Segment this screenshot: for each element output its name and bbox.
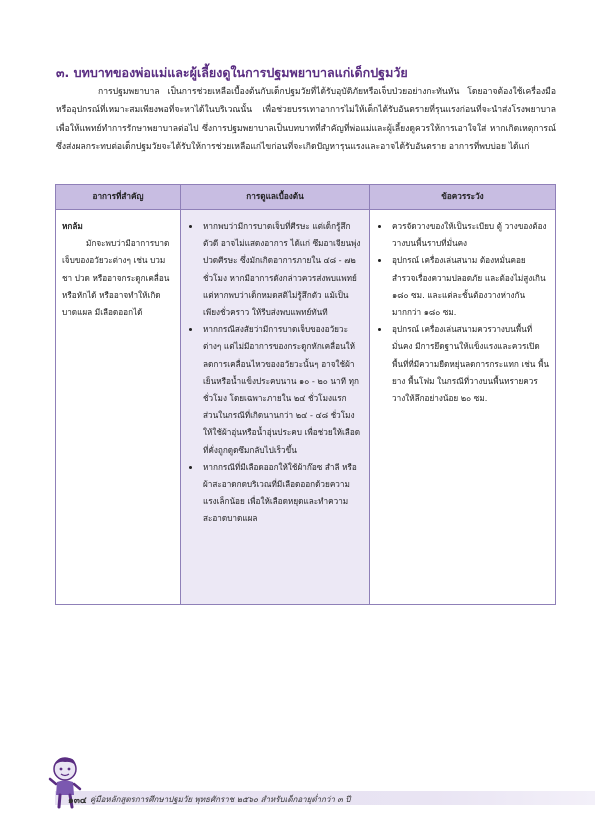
care-item: • หากกรณีสงสัยว่ามีการบาดเจ็บของอวัยวะต่างๆ แต่ไม่มีอาการของกระดูกหักเคลื่อนให้ลดการเคลื่อนไหวของอวัยวะนั้นๆ อาจใช้ผ้าเย็นหรือน้ำแข็งประคบนาน ๑๐ - ๒๐ นาที ทุกชั่วโมง โดยเฉพาะภายใน ๒๔ ชั่วโมงแรก ส่วนในกรณีที่เกิดนานกว่า ๒๔ - ๔๘ ชั่วโมงให้ใช้ผ้าอุ่นหรือน้ำอุ่นประคบ เพื่อช่วยให้เลือดที่คั่งถูกดูดซึมกลับไปเร็วขึ้น	[201, 321, 363, 459]
intro-paragraph	[56, 83, 556, 157]
precaution-item: • อุปกรณ์ เครื่องเล่นสนามควรวางบนพื้นที่มั่นคง มีการยึดฐานให้แข็งแรงและควรเปิดพื้นที่ที่มีความยืดหยุ่นลดการกระแทก เช่น พื้นยาง พื้นโฟม ในกรณีที่วางบนพื้นทรายควรวางให้ลึกอย่างน้อย ๒๐ ซม.	[390, 321, 549, 407]
intro-text: การปฐมพยาบาล เป็นการช่วยเหลือเบื้องต้นกับเด็กปฐมวัยที่ได้รับอุบัติภัยหรือเจ็บป่วยอย่างกะทันหัน โดยอาจต้องใช้เครื่องมือหรืออุปกรณ์ที่เหมาะสมเพียงพอที่จะหาได้ในบริเวณนั้น เพื่อช่วยบรรเทาอาการไม่ให้เด็กได้รับอันตรายที่รุนแรงก่อนที่จะนำส่งโรงพยาบาลเพื่อให้แพทย์ทำการรักษาพยาบาลต่อไป ซึ่งการปฐมพยาบาลเป็นบทบาทที่สำคัญที่พ่อแม่และผู้เลี้ยงดูควรให้การเอาใจใส่ หากเกิดเหตุการณ์ซึ่งส่งผลกระทบต่อเด็กปฐมวัยจะได้รับให้การช่วยเหลือแก่ไขก่อนที่จะเกิดปัญหารุนแรงและอาจได้รับอันตราย อาการที่พบบ่อย ได้แก่	[56, 87, 556, 153]
care-item: • หากกรณีที่มีเลือดออกให้ใช้ผ้าก๊อซ สำลี หรือผ้าสะอาดกดบริเวณที่มีเลือดออกด้วยความแรงเล็กน้อย เพื่อให้เลือดหยุดและทำความสะอาดบาดแผล	[201, 459, 363, 528]
header-symptoms: อาการที่สำคัญ	[56, 185, 181, 210]
precaution-item: • อุปกรณ์ เครื่องเล่นสนาม ต้องหมั่นคอยสำรวจเรื่องความปลอดภัย และต้องไม่สูงเกิน ๑๘๐ ซม. และแต่ละชั้นต้องวางห่างกันมากกว่า ๑๘๐ ซม.	[390, 252, 549, 321]
table-row	[56, 210, 556, 605]
precaution-cell	[370, 210, 556, 605]
header-precautions: ข้อควรระวัง	[370, 185, 556, 210]
care-cell	[181, 210, 370, 605]
table-header-row	[56, 185, 556, 210]
section-heading: ๓. บทบาทของพ่อแม่และผู้เลี้ยงดูในการปฐมพยาบาลแก่เด็กปฐมวัย	[56, 65, 408, 80]
symptom-description: มักจะพบว่ามีอาการบาดเจ็บของอวัยวะต่างๆ เช่น บวม ชา ปวด หรืออาจกระดูกเคลื่อนหรือหักได้ หรืออาจทำให้เกิดบาดแผล มีเลือดออกได้	[62, 238, 170, 318]
symptom-cell	[56, 210, 181, 605]
footer-text: คู่มือหลักสูตรการศึกษาปฐมวัย พุทธศักราช ๒๕๖๐ สำหรับเด็กอายุต่ำกว่า ๓ ปี	[90, 795, 351, 804]
first-aid-table	[55, 184, 556, 605]
care-item: • หากพบว่ามีการบาดเจ็บที่ศีรษะ แต่เด็กรู้สึกตัวดี อาจไม่แสดงอาการ ได้แก่ ซึมอาเจียนพุ่ง ปวดศีรษะ ซึ่งมักเกิดอาการภายใน ๔๘ - ๗๒ ชั่วโมง หากมีอาการดังกล่าวควรส่งพบแพทย์ แต่หากพบว่าเด็กหมดสติไม่รู้สึกตัว แม้เป็นเพียงชั่วคราว ให้รีบส่งพบแพทย์ทันที	[201, 218, 363, 321]
precaution-item: • ควรจัดวางของให้เป็นระเบียบ ตู้ วางของต้องวางบนพื้นราบที่มั่นคง	[390, 218, 549, 252]
page-number: ๑๓๔	[68, 796, 87, 806]
symptom-title: หกล้ม	[62, 221, 83, 231]
header-initial-care: การดูแลเบื้องต้น	[181, 185, 370, 210]
